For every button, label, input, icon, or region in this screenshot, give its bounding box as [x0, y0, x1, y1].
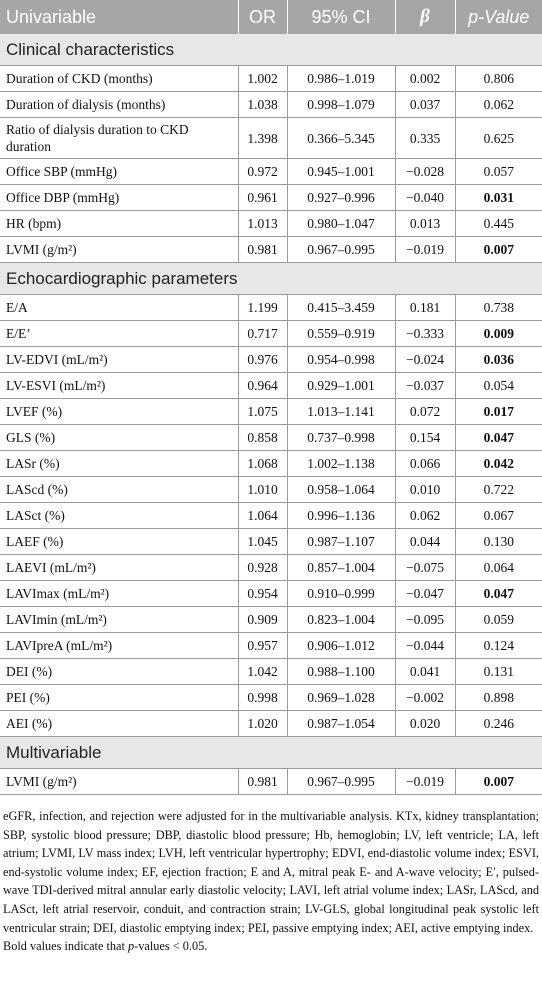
or-cell: 1.075 [238, 399, 287, 425]
row-label: E/E’ [0, 321, 238, 347]
table-row [0, 347, 542, 373]
ci-cell: 0.857–1.004 [287, 555, 395, 581]
or-cell: 0.981 [238, 237, 287, 263]
table-body [0, 34, 542, 795]
table-row [0, 321, 542, 347]
table-row [0, 185, 542, 211]
p-value-cell: 0.036 [455, 347, 542, 373]
beta-cell: 0.335 [395, 118, 455, 159]
p-value-cell: 0.246 [455, 711, 542, 737]
p-value-cell: 0.625 [455, 118, 542, 159]
p-value-cell: 0.031 [455, 185, 542, 211]
row-label: LAVImax (mL/m²) [0, 581, 238, 607]
beta-cell: 0.072 [395, 399, 455, 425]
or-cell: 0.928 [238, 555, 287, 581]
p-value-cell: 0.042 [455, 451, 542, 477]
bold-note-prefix: Bold values indicate that [3, 939, 128, 954]
bold-note-p: p [128, 939, 135, 954]
row-label: Ratio of dialysis duration to CKD duration [0, 118, 238, 159]
ci-cell: 0.967–0.995 [287, 769, 395, 795]
or-cell: 1.064 [238, 503, 287, 529]
row-label: LASr (%) [0, 451, 238, 477]
row-label: LASct (%) [0, 503, 238, 529]
or-cell: 1.020 [238, 711, 287, 737]
or-cell: 0.964 [238, 373, 287, 399]
ci-cell: 0.559–0.919 [287, 321, 395, 347]
beta-cell: −0.040 [395, 185, 455, 211]
or-cell: 1.199 [238, 295, 287, 321]
table-row [0, 659, 542, 685]
row-label: LAEVI (mL/m²) [0, 555, 238, 581]
ci-cell: 1.013–1.141 [287, 399, 395, 425]
header-beta [395, 0, 455, 34]
p-value-cell: 0.057 [455, 159, 542, 185]
beta-cell: −0.019 [395, 237, 455, 263]
table-row [0, 555, 542, 581]
row-label: DEI (%) [0, 659, 238, 685]
row-label: Office DBP (mmHg) [0, 185, 238, 211]
row-label: PEI (%) [0, 685, 238, 711]
p-value-cell: 0.047 [455, 425, 542, 451]
section-title: Echocardiographic parameters [0, 263, 542, 295]
p-value-cell: 0.009 [455, 321, 542, 347]
ci-cell: 0.366–5.345 [287, 118, 395, 159]
row-label: LVMI (g/m²) [0, 769, 238, 795]
table-row [0, 529, 542, 555]
ci-cell: 0.987–1.054 [287, 711, 395, 737]
beta-cell: −0.037 [395, 373, 455, 399]
row-label: E/A [0, 295, 238, 321]
p-value-cell: 0.806 [455, 66, 542, 92]
beta-cell: −0.028 [395, 159, 455, 185]
beta-cell: 0.062 [395, 503, 455, 529]
p-value-cell: 0.124 [455, 633, 542, 659]
bold-note-suffix: -values < 0.05. [134, 939, 208, 954]
or-cell: 0.858 [238, 425, 287, 451]
table-row [0, 237, 542, 263]
or-cell: 1.068 [238, 451, 287, 477]
or-cell: 0.909 [238, 607, 287, 633]
ci-cell: 0.969–1.028 [287, 685, 395, 711]
p-value-cell: 0.898 [455, 685, 542, 711]
or-cell: 0.957 [238, 633, 287, 659]
table-header-row [0, 0, 542, 34]
section-row [0, 737, 542, 769]
or-cell: 1.038 [238, 92, 287, 118]
beta-cell: −0.002 [395, 685, 455, 711]
table-row [0, 118, 542, 159]
ci-cell: 0.823–1.004 [287, 607, 395, 633]
table-footnotes [0, 807, 542, 956]
table-row [0, 66, 542, 92]
table-row [0, 425, 542, 451]
header-p-value [455, 0, 542, 34]
p-value-cell: 0.064 [455, 555, 542, 581]
ci-cell: 0.954–0.998 [287, 347, 395, 373]
table-row [0, 711, 542, 737]
beta-cell: −0.075 [395, 555, 455, 581]
beta-cell: 0.002 [395, 66, 455, 92]
beta-cell: 0.066 [395, 451, 455, 477]
ci-cell: 0.415–3.459 [287, 295, 395, 321]
ci-cell: 0.906–1.012 [287, 633, 395, 659]
row-label: LAEF (%) [0, 529, 238, 555]
ci-cell: 1.002–1.138 [287, 451, 395, 477]
p-value-cell: 0.445 [455, 211, 542, 237]
section-row [0, 34, 542, 66]
row-label: LAVImin (mL/m²) [0, 607, 238, 633]
ci-cell: 0.988–1.100 [287, 659, 395, 685]
ci-cell: 0.910–0.999 [287, 581, 395, 607]
beta-cell: 0.154 [395, 425, 455, 451]
beta-cell: 0.013 [395, 211, 455, 237]
or-cell: 0.972 [238, 159, 287, 185]
section-row [0, 263, 542, 295]
bold-values-note [3, 937, 539, 956]
beta-cell: −0.047 [395, 581, 455, 607]
row-label: Duration of dialysis (months) [0, 92, 238, 118]
or-cell: 1.042 [238, 659, 287, 685]
ci-cell: 0.986–1.019 [287, 66, 395, 92]
or-cell: 1.045 [238, 529, 287, 555]
table-row [0, 295, 542, 321]
row-label: LAVIpreA (mL/m²) [0, 633, 238, 659]
ci-cell: 0.980–1.047 [287, 211, 395, 237]
table-row [0, 92, 542, 118]
ci-cell: 0.927–0.996 [287, 185, 395, 211]
header-or: OR [238, 0, 287, 34]
row-label: LVMI (g/m²) [0, 237, 238, 263]
or-cell: 1.013 [238, 211, 287, 237]
table-row [0, 503, 542, 529]
or-cell: 0.976 [238, 347, 287, 373]
row-label: LV-EDVI (mL/m²) [0, 347, 238, 373]
row-label: LVEF (%) [0, 399, 238, 425]
ci-cell: 0.987–1.107 [287, 529, 395, 555]
p-value-cell: 0.738 [455, 295, 542, 321]
table-row [0, 477, 542, 503]
row-label: LAScd (%) [0, 477, 238, 503]
or-cell: 0.717 [238, 321, 287, 347]
table-row [0, 399, 542, 425]
row-label: LV-ESVI (mL/m²) [0, 373, 238, 399]
beta-cell: −0.333 [395, 321, 455, 347]
table-row [0, 633, 542, 659]
ci-cell: 0.929–1.001 [287, 373, 395, 399]
beta-cell: −0.019 [395, 769, 455, 795]
beta-cell: −0.024 [395, 347, 455, 373]
table-row [0, 451, 542, 477]
beta-cell: −0.095 [395, 607, 455, 633]
ci-cell: 0.958–1.064 [287, 477, 395, 503]
p-value-cell: 0.130 [455, 529, 542, 555]
row-label: AEI (%) [0, 711, 238, 737]
p-value-cell: 0.047 [455, 581, 542, 607]
beta-cell: 0.044 [395, 529, 455, 555]
beta-cell: 0.037 [395, 92, 455, 118]
or-cell: 1.010 [238, 477, 287, 503]
table-row [0, 373, 542, 399]
ci-cell: 0.998–1.079 [287, 92, 395, 118]
beta-cell: 0.020 [395, 711, 455, 737]
table-row [0, 607, 542, 633]
row-label: HR (bpm) [0, 211, 238, 237]
ci-cell: 0.945–1.001 [287, 159, 395, 185]
ci-cell: 0.996–1.136 [287, 503, 395, 529]
header-beta-label: β [420, 6, 430, 27]
beta-cell: 0.010 [395, 477, 455, 503]
or-cell: 1.398 [238, 118, 287, 159]
or-cell: 0.954 [238, 581, 287, 607]
p-value-cell: 0.017 [455, 399, 542, 425]
p-value-cell: 0.062 [455, 92, 542, 118]
table-row [0, 211, 542, 237]
beta-cell: 0.041 [395, 659, 455, 685]
p-value-cell: 0.131 [455, 659, 542, 685]
row-label: GLS (%) [0, 425, 238, 451]
p-value-cell: 0.067 [455, 503, 542, 529]
p-value-cell: 0.054 [455, 373, 542, 399]
header-p-value-label: p-Value [468, 6, 530, 27]
p-value-cell: 0.007 [455, 769, 542, 795]
row-label: Duration of CKD (months) [0, 66, 238, 92]
header-univariable: Univariable [0, 0, 238, 34]
beta-cell: 0.181 [395, 295, 455, 321]
row-label: Office SBP (mmHg) [0, 159, 238, 185]
p-value-cell: 0.059 [455, 607, 542, 633]
table-row [0, 581, 542, 607]
table-row [0, 159, 542, 185]
section-title: Clinical characteristics [0, 34, 542, 66]
or-cell: 0.981 [238, 769, 287, 795]
p-value-cell: 0.007 [455, 237, 542, 263]
ci-cell: 0.967–0.995 [287, 237, 395, 263]
or-cell: 0.961 [238, 185, 287, 211]
or-cell: 1.002 [238, 66, 287, 92]
ci-cell: 0.737–0.998 [287, 425, 395, 451]
section-title: Multivariable [0, 737, 542, 769]
table-row [0, 685, 542, 711]
table-row [0, 769, 542, 795]
p-value-cell: 0.722 [455, 477, 542, 503]
header-ci: 95% CI [287, 0, 395, 34]
or-cell: 0.998 [238, 685, 287, 711]
abbreviations-note: eGFR, infection, and rejection were adjusted for in the multivariable analysis. KTx, kidney transplantation; SBP, systolic blood pressure; DBP, diastolic blood pressure; Hb, hemoglobin; LV, left ventricle; LA, left atrium; LVMI, LV mass index; LVH, left ventricular hypertrophy; EDVI, end-diastolic volume index; ESVI, end-systolic volume index; EF, ejection fraction; E and A, mitral peak E- and A-wave velocity; E′, pulsed-wave TDI-derived mitral annular early diastolic velocity; LAVI, left atrial volume index; LASr, LAScd, and LASct, left atrial reservoir, conduit, and contraction strain; LV-GLS, global longitudinal peak systolic left ventricular strain; DEI, diastolic emptying index; PEI, passive emptying index; AEI, active emptying index. [3, 809, 539, 935]
beta-cell: −0.044 [395, 633, 455, 659]
